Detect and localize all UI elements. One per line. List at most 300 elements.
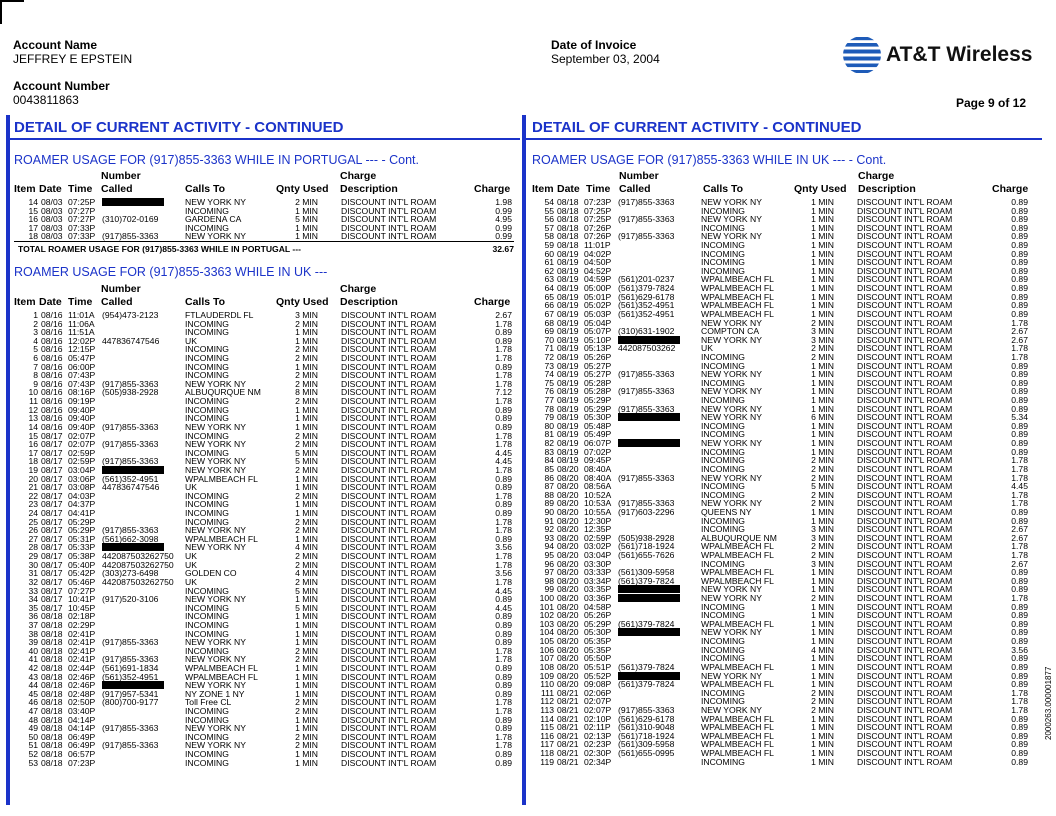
quantity-used: 1 MIN <box>295 482 318 493</box>
call-date: 08/16 <box>41 335 63 346</box>
charge-description: DISCOUNT INT'L ROAM <box>341 688 437 699</box>
charge-amount: 0.89 <box>495 533 512 544</box>
charge-description: DISCOUNT INT'L ROAM <box>341 585 437 596</box>
call-date: 08/16 <box>41 404 63 415</box>
call-time: 05:10P <box>584 334 612 345</box>
charge-amount: 0.89 <box>1011 429 1028 440</box>
item-number: 13 <box>28 413 38 424</box>
quantity-used: 2 MIN <box>295 654 318 665</box>
charge-description: DISCOUNT INT'L ROAM <box>857 283 953 294</box>
col-called: Called <box>101 296 133 308</box>
item-number: 119 <box>540 756 554 767</box>
charge-description: DISCOUNT INT'L ROAM <box>857 197 953 207</box>
item-number: 10 <box>28 387 38 398</box>
item-number: 5 <box>33 344 38 355</box>
charge-amount: 1.78 <box>1011 455 1028 466</box>
call-date: 08/20 <box>557 636 579 647</box>
calls-to: INCOMING <box>701 687 745 698</box>
item-number: 29 <box>28 551 38 562</box>
invoice-date: September 03, 2004 <box>551 52 660 66</box>
call-date: 08/17 <box>41 499 63 510</box>
item-number: 69 <box>544 326 554 337</box>
number-called: (561)352-4951 <box>102 473 159 484</box>
number-called <box>618 585 680 594</box>
calls-to: WPALMBEACH FL <box>701 730 774 741</box>
item-number: 28 <box>28 542 38 553</box>
charge-amount: 4.95 <box>495 214 512 225</box>
charge-amount: 1.78 <box>495 697 512 708</box>
quantity-used: 1 MIN <box>811 386 834 397</box>
call-date: 08/17 <box>41 568 63 579</box>
col-number-group: Number <box>101 170 141 182</box>
col-desc: Description <box>340 183 398 195</box>
call-date: 08/17 <box>41 447 63 458</box>
number-called: (917)855-3363 <box>102 378 159 389</box>
call-time: 02:59P <box>68 447 96 458</box>
call-time: 07:43P <box>68 378 96 389</box>
section-title-uk-cont: ROAMER USAGE FOR (917)855-3363 WHILE IN UK --- - Cont. <box>532 153 887 167</box>
calls-to: INCOMING <box>185 404 229 415</box>
quantity-used: 1 MIN <box>811 240 834 251</box>
call-date: 08/03 <box>41 214 63 225</box>
charge-amount: 0.89 <box>1011 610 1028 621</box>
number-called: (917)855-3363 <box>102 637 159 648</box>
calls-to: INCOMING <box>701 515 745 526</box>
charge-description: DISCOUNT INT'L ROAM <box>341 214 437 225</box>
col-desc: Description <box>340 296 398 308</box>
calls-to: WPALMBEACH FL <box>701 283 774 294</box>
calls-to: COMPTON CA <box>701 326 760 337</box>
call-time: 07:33P <box>68 222 96 233</box>
item-number: 34 <box>28 594 38 605</box>
charge-description: DISCOUNT INT'L ROAM <box>857 317 953 328</box>
call-date: 08/18 <box>41 706 63 717</box>
calls-to: NEW YORK NY <box>701 386 762 397</box>
item-number: 66 <box>544 300 554 311</box>
item-number: 87 <box>544 481 554 492</box>
charge-amount: 2.67 <box>1011 524 1028 535</box>
quantity-used: 2 MIN <box>811 541 834 552</box>
charge-amount: 0.89 <box>495 723 512 734</box>
quantity-used: 1 MIN <box>811 283 834 294</box>
item-number: 43 <box>28 671 38 682</box>
charge-description: DISCOUNT INT'L ROAM <box>341 731 437 742</box>
charge-description: DISCOUNT INT'L ROAM <box>857 687 953 698</box>
col-charge-group: Charge <box>340 170 377 182</box>
quantity-used: 1 MIN <box>295 361 318 372</box>
quantity-used: 2 MIN <box>295 731 318 742</box>
number-called: (917)855-3363 <box>618 214 675 225</box>
charge-amount: 0.89 <box>1011 265 1028 276</box>
charge-amount: 0.89 <box>495 611 512 622</box>
call-date: 08/20 <box>557 670 579 681</box>
item-number: 50 <box>28 731 38 742</box>
calls-to: NEW YORK NY <box>701 197 762 207</box>
quantity-used: 2 MIN <box>811 472 834 483</box>
total-rule-portugal <box>14 241 514 242</box>
charge-amount: 7.12 <box>495 387 512 398</box>
calls-to: INCOMING <box>185 447 229 458</box>
call-date: 08/20 <box>557 593 579 604</box>
charge-amount: 4.45 <box>495 585 512 596</box>
calls-to: INCOMING <box>701 248 745 259</box>
call-time: 07:27P <box>68 585 96 596</box>
call-date: 08/19 <box>557 403 579 414</box>
call-date: 08/17 <box>41 585 63 596</box>
charge-amount: 0.89 <box>1011 756 1028 767</box>
quantity-used: 2 MIN <box>295 197 318 207</box>
charge-description: DISCOUNT INT'L ROAM <box>341 602 437 613</box>
charge-amount: 0.89 <box>1011 274 1028 285</box>
item-number: 14 <box>28 421 38 432</box>
call-time: 09:19P <box>68 396 96 407</box>
calls-to: INCOMING <box>185 413 229 424</box>
charge-amount: 0.89 <box>495 757 512 768</box>
item-number: 51 <box>28 740 38 751</box>
quantity-used: 1 MIN <box>811 300 834 311</box>
calls-to: INCOMING <box>701 265 745 276</box>
item-number: 6 <box>33 353 38 364</box>
item-number: 31 <box>28 568 38 579</box>
charge-amount: 0.89 <box>495 594 512 605</box>
charge-amount: 0.89 <box>495 671 512 682</box>
col-time: Time <box>68 296 93 308</box>
call-time: 02:07P <box>584 704 612 715</box>
charge-description: DISCOUNT INT'L ROAM <box>857 713 953 724</box>
calls-to: ALBUQURQUE NM <box>185 387 261 398</box>
quantity-used: 1 MIN <box>295 619 318 630</box>
calls-to: NEW YORK NY <box>701 317 762 328</box>
quantity-used: 5 MIN <box>295 447 318 458</box>
call-time: 09:45P <box>584 455 612 466</box>
call-time: 02:41P <box>68 654 96 665</box>
charge-description: DISCOUNT INT'L ROAM <box>857 593 953 604</box>
number-called: (561)655-0995 <box>618 748 675 758</box>
call-time: 05:27P <box>584 360 612 371</box>
charge-amount: 1.78 <box>495 551 512 562</box>
charge-description: DISCOUNT INT'L ROAM <box>857 636 953 647</box>
charge-description: DISCOUNT INT'L ROAM <box>341 439 437 450</box>
charge-amount: 1.78 <box>495 464 512 475</box>
quantity-used: 1 MIN <box>295 222 318 233</box>
call-date: 08/16 <box>41 361 63 372</box>
call-time: 05:29P <box>584 403 612 414</box>
call-date: 08/21 <box>557 756 579 767</box>
quantity-used: 1 MIN <box>295 671 318 682</box>
col-charge-group: Charge <box>340 283 377 295</box>
charge-description: DISCOUNT INT'L ROAM <box>857 524 953 535</box>
charge-amount: 0.89 <box>1011 506 1028 517</box>
calls-to: INCOMING <box>185 757 229 768</box>
quantity-used: 3 MIN <box>811 524 834 535</box>
quantity-used: 2 MIN <box>295 378 318 389</box>
quantity-used: 1 MIN <box>295 749 318 760</box>
call-date: 08/21 <box>557 730 579 741</box>
number-called: (561)629-6178 <box>618 713 675 724</box>
call-time: 05:48P <box>584 420 612 431</box>
quantity-used: 1 MIN <box>811 713 834 724</box>
charge-description: DISCOUNT INT'L ROAM <box>857 463 953 474</box>
calls-to: INCOMING <box>701 489 745 500</box>
call-time: 02:34P <box>584 756 612 767</box>
charge-amount: 0.89 <box>495 628 512 639</box>
col-time: Time <box>68 183 93 195</box>
call-time: 04:59P <box>584 274 612 285</box>
quantity-used: 2 MIN <box>295 396 318 407</box>
charge-amount: 0.89 <box>1011 670 1028 681</box>
call-date: 08/20 <box>557 489 579 500</box>
item-number: 24 <box>28 508 38 519</box>
calls-to: NEW YORK NY <box>701 438 762 449</box>
charge-amount: 0.89 <box>1011 618 1028 629</box>
number-called: (917)855-3363 <box>618 369 675 380</box>
call-time: 05:07P <box>584 326 612 337</box>
call-date: 08/18 <box>41 697 63 708</box>
call-time: 11:01P <box>584 240 611 251</box>
quantity-used: 2 MIN <box>811 351 834 362</box>
quantity-used: 1 MIN <box>811 403 834 414</box>
call-time: 09:40P <box>68 421 96 432</box>
att-logo <box>842 35 882 80</box>
charge-description: DISCOUNT INT'L ROAM <box>857 265 953 276</box>
call-date: 08/20 <box>557 532 579 543</box>
quantity-used: 2 MIN <box>811 704 834 715</box>
calls-to: INCOMING <box>701 601 745 612</box>
number-called <box>618 628 680 637</box>
call-time: 03:06P <box>68 473 96 484</box>
col-date: Date <box>39 296 62 308</box>
charge-amount: 0.89 <box>495 413 512 424</box>
redaction-block <box>618 439 680 447</box>
redaction-block <box>102 466 164 474</box>
call-time: 02:10P <box>584 713 612 724</box>
call-date: 08/17 <box>41 516 63 527</box>
call-time: 02:41P <box>68 637 96 648</box>
calls-to: NEW YORK NY <box>185 439 246 450</box>
item-number: 107 <box>539 653 554 664</box>
item-number: 23 <box>28 499 38 510</box>
item-number: 26 <box>28 525 38 536</box>
charge-description: DISCOUNT INT'L ROAM <box>341 327 437 338</box>
call-date: 08/21 <box>557 739 579 750</box>
charge-description: DISCOUNT INT'L ROAM <box>341 533 437 544</box>
charge-amount: 0.89 <box>495 619 512 630</box>
call-date: 08/19 <box>557 455 579 466</box>
number-called: (561)310-9048 <box>618 722 675 733</box>
quantity-used: 1 MIN <box>811 636 834 647</box>
charge-amount: 0.89 <box>1011 438 1028 449</box>
att-globe-icon <box>842 35 882 75</box>
quantity-used: 1 MIN <box>811 257 834 268</box>
item-number: 94 <box>544 541 554 552</box>
col-charge: Charge <box>474 296 511 308</box>
calls-to: NEW YORK NY <box>185 594 246 605</box>
call-date: 08/20 <box>557 567 579 578</box>
calls-to: NEW YORK NY <box>185 542 246 553</box>
item-number: 40 <box>28 645 38 656</box>
charge-amount: 1.78 <box>1011 696 1028 707</box>
quantity-used: 1 MIN <box>295 499 318 510</box>
call-time: 08:16P <box>68 387 96 398</box>
call-date: 08/17 <box>41 490 63 501</box>
quantity-used: 1 MIN <box>811 248 834 259</box>
quantity-used: 3 MIN <box>811 532 834 543</box>
quantity-used: 1 MIN <box>811 748 834 758</box>
call-date: 08/19 <box>557 360 579 371</box>
calls-to: UK <box>185 576 197 587</box>
number-called: (561)662-3098 <box>102 533 159 544</box>
call-date: 08/16 <box>41 396 63 407</box>
item-number: 79 <box>544 412 554 423</box>
number-called: (917)855-3363 <box>102 421 159 432</box>
charge-amount: 1.78 <box>495 706 512 717</box>
charge-description: DISCOUNT INT'L ROAM <box>341 723 437 734</box>
number-called: (917)855-3363 <box>102 456 159 467</box>
call-time: 02:48P <box>68 688 96 699</box>
charge-description: DISCOUNT INT'L ROAM <box>857 739 953 750</box>
charge-amount: 1.78 <box>495 740 512 751</box>
item-number: 92 <box>544 524 554 535</box>
charge-amount: 1.78 <box>495 396 512 407</box>
col-calls-to: Calls To <box>185 296 226 308</box>
quantity-used: 5 MIN <box>295 585 318 596</box>
call-date: 08/17 <box>41 464 63 475</box>
number-called: (917)855-3363 <box>102 654 159 665</box>
calls-to: WPALMBEACH FL <box>701 722 774 733</box>
charge-description: DISCOUNT INT'L ROAM <box>341 430 437 441</box>
charge-description: DISCOUNT INT'L ROAM <box>857 326 953 337</box>
number-called: (561)718-1924 <box>618 730 675 741</box>
calls-to: INCOMING <box>701 455 745 466</box>
calls-to: NEW YORK NY <box>185 740 246 751</box>
calls-to: INCOMING <box>701 205 745 216</box>
col-called: Called <box>619 183 651 195</box>
call-time: 06:07P <box>584 438 612 449</box>
charge-description: DISCOUNT INT'L ROAM <box>857 653 953 664</box>
call-time: 03:40P <box>68 706 96 717</box>
charge-amount: 4.45 <box>1011 481 1028 492</box>
number-called: (561)379-7824 <box>618 618 675 629</box>
item-number: 106 <box>539 644 554 655</box>
call-time: 07:25P <box>584 205 612 216</box>
call-date: 08/18 <box>557 231 579 242</box>
section-title-portugal: ROAMER USAGE FOR (917)855-3363 WHILE IN PORTUGAL --- - Cont. <box>14 153 419 167</box>
charge-amount: 0.89 <box>1011 403 1028 414</box>
calls-to: WPALMBEACH FL <box>185 671 258 682</box>
item-number: 80 <box>544 420 554 431</box>
charge-description: DISCOUNT INT'L ROAM <box>341 490 437 501</box>
call-date: 08/18 <box>41 611 63 622</box>
item-number: 88 <box>544 489 554 500</box>
quantity-used: 2 MIN <box>811 498 834 509</box>
quantity-used: 1 MIN <box>811 205 834 216</box>
charge-amount: 0.89 <box>495 637 512 648</box>
call-time: 07:27P <box>68 205 96 216</box>
item-number: 41 <box>28 654 38 665</box>
quantity-used: 1 MIN <box>811 222 834 233</box>
call-date: 08/17 <box>41 525 63 536</box>
calls-to: UK <box>185 559 197 570</box>
call-time: 02:23P <box>584 739 612 750</box>
calls-to: INCOMING <box>185 516 229 527</box>
call-time: 05:28P <box>584 377 612 388</box>
call-time: 10:45P <box>68 602 96 613</box>
calls-to: NEW YORK NY <box>701 472 762 483</box>
quantity-used: 1 MIN <box>295 757 318 768</box>
item-number: 63 <box>544 274 554 285</box>
col-desc: Description <box>858 183 916 195</box>
quantity-used: 1 MIN <box>811 627 834 638</box>
item-number: 17 <box>28 447 38 458</box>
item-number: 72 <box>544 351 554 362</box>
charge-description: DISCOUNT INT'L ROAM <box>857 618 953 629</box>
charge-description: DISCOUNT INT'L ROAM <box>857 420 953 431</box>
item-number: 35 <box>28 602 38 613</box>
item-number: 108 <box>539 661 554 672</box>
col-item: Item <box>14 183 36 195</box>
section-title-uk: ROAMER USAGE FOR (917)855-3363 WHILE IN UK --- <box>14 265 328 279</box>
charge-amount: 0.89 <box>1011 679 1028 690</box>
item-number: 71 <box>544 343 554 354</box>
calls-to: NEW YORK NY <box>701 334 762 345</box>
number-called: (561)655-7626 <box>618 549 675 560</box>
charge-description: DISCOUNT INT'L ROAM <box>341 680 437 691</box>
charge-description: DISCOUNT INT'L ROAM <box>857 386 953 397</box>
item-number: 58 <box>544 231 554 242</box>
charge-amount: 0.89 <box>1011 748 1028 758</box>
quantity-used: 4 MIN <box>295 568 318 579</box>
call-date: 08/19 <box>557 395 579 406</box>
charge-amount: 1.78 <box>495 731 512 742</box>
call-date: 08/20 <box>557 618 579 629</box>
calls-to: INCOMING <box>701 636 745 647</box>
quantity-used: 3 MIN <box>811 558 834 569</box>
charge-description: DISCOUNT INT'L ROAM <box>857 515 953 526</box>
call-time: 02:07P <box>68 439 96 450</box>
charge-description: DISCOUNT INT'L ROAM <box>341 516 437 527</box>
call-time: 05:33P <box>68 542 96 553</box>
item-number: 105 <box>539 636 554 647</box>
charge-description: DISCOUNT INT'L ROAM <box>857 584 953 595</box>
item-number: 57 <box>544 222 554 233</box>
call-time: 03:33P <box>584 567 612 578</box>
charge-amount: 0.89 <box>495 499 512 510</box>
rows-uk-left <box>14 311 514 767</box>
calls-to: GOLDEN CO <box>185 568 237 579</box>
number-called: (917)855-3363 <box>618 197 675 207</box>
item-number: 59 <box>544 240 554 251</box>
calls-to: Toll Free CL <box>185 697 232 708</box>
calls-to: WPALMBEACH FL <box>185 473 258 484</box>
calls-to: NEW YORK NY <box>185 378 246 389</box>
call-time: 05:52P <box>584 670 612 681</box>
call-time: 06:49P <box>68 731 96 742</box>
number-called <box>618 594 680 603</box>
calls-to: INCOMING <box>185 222 229 233</box>
charge-amount: 0.89 <box>1011 722 1028 733</box>
charge-description: DISCOUNT INT'L ROAM <box>341 671 437 682</box>
item-number: 55 <box>544 205 554 216</box>
charge-amount: 3.56 <box>1011 644 1028 655</box>
quantity-used: 1 MIN <box>295 611 318 622</box>
item-number: 97 <box>544 567 554 578</box>
charge-amount: 1.78 <box>1011 472 1028 483</box>
number-called: (505)938-2928 <box>618 532 675 543</box>
charge-amount: 1.78 <box>495 516 512 527</box>
charge-amount: 4.45 <box>495 447 512 458</box>
item-number: 33 <box>28 585 38 596</box>
charge-description: DISCOUNT INT'L ROAM <box>341 370 437 381</box>
